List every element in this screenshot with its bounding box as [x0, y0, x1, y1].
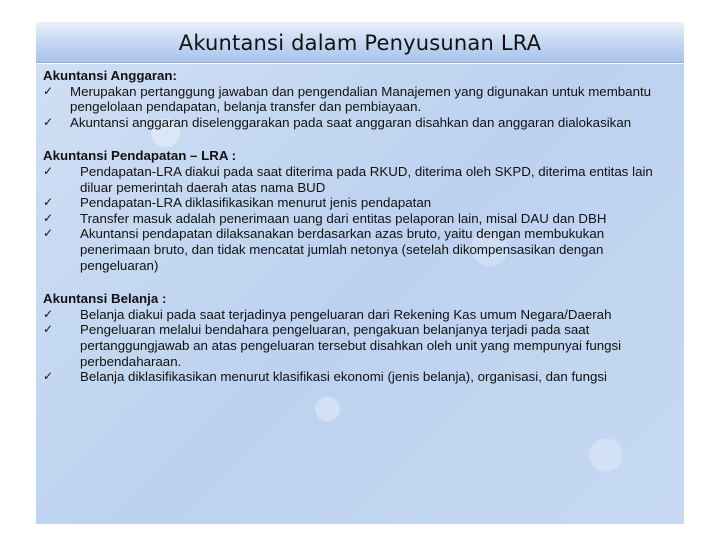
bullet-list [43, 84, 676, 131]
list-item [43, 195, 676, 211]
list-item-text: Merupakan pertanggung jawaban dan pengendalian Manajemen yang digunakan untuk membantu pengelolaan pendapatan, belanja transfer dan pembiayaan. [70, 83, 652, 115]
list-item [43, 211, 676, 227]
list-item-text: Pendapatan-LRA diakui pada saat diterima pada RKUD, diterima oleh SKPD, diterima entitas lain diluar pemerintah daerah atas nama BUD [80, 163, 653, 195]
list-item-text: Akuntansi pendapatan dilaksanakan berdasarkan azas bruto, yaitu dengan membukukan penerimaan bruto, dan tidak mencatat jumlah netonya (setelah dikompensasikan dengan pengeluaran) [80, 226, 605, 273]
section-akuntansi-anggaran [43, 68, 676, 130]
checkmark-icon: ✓ [43, 114, 54, 129]
list-item-text: Belanja diklasifikasikan menurut klasifikasi ekonomi (jenis belanja), organisasi, dan fungsi [80, 369, 607, 385]
title-bar [36, 22, 684, 63]
section-heading: Akuntansi Pendapatan – LRA : [43, 148, 237, 164]
bullet-list [43, 164, 676, 273]
checkmark-icon: ✓ [43, 83, 54, 98]
list-item-text: Transfer masuk adalah penerimaan uang dari entitas pelaporan lain, misal DAU dan DBH [80, 210, 607, 226]
slide-title: Akuntansi dalam Penyusunan LRA [178, 31, 542, 55]
list-item-text: Akuntansi anggaran diselenggarakan pada saat anggaran disahkan dan anggaran dialokasikan [70, 114, 632, 130]
checkmark-icon: ✓ [43, 369, 54, 384]
list-item [43, 115, 676, 131]
section-heading: Akuntansi Belanja : [43, 291, 167, 307]
list-item-text: Pendapatan-LRA diklasifikasikan menurut jenis pendapatan [80, 195, 432, 211]
section-heading: Akuntansi Anggaran: [43, 68, 177, 83]
bullet-list [43, 307, 676, 385]
content-box [36, 64, 684, 524]
list-item-text: Belanja diakui pada saat terjadinya pengeluaran dari Rekening Kas umum Negara/Daerah [80, 306, 612, 322]
checkmark-icon: ✓ [43, 210, 54, 225]
checkmark-icon: ✓ [43, 226, 54, 241]
list-item [43, 307, 676, 323]
list-item [43, 84, 676, 115]
checkmark-icon: ✓ [43, 195, 54, 210]
list-item-text: Pengeluaran melalui bendahara pengeluaran, pengakuan belanjanya terjadi pada saat pertanggungjawab an atas pengeluaran tersebut disahkan oleh unit yang mempunyai fungsi perbendaharaan. [80, 322, 622, 369]
list-item [43, 164, 676, 195]
section-akuntansi-pendapatan [43, 148, 676, 273]
section-akuntansi-belanja [43, 291, 676, 385]
list-item [43, 369, 676, 385]
list-item [43, 322, 676, 369]
checkmark-icon: ✓ [43, 306, 54, 321]
checkmark-icon: ✓ [43, 163, 54, 178]
list-item [43, 226, 676, 273]
checkmark-icon: ✓ [43, 322, 54, 337]
